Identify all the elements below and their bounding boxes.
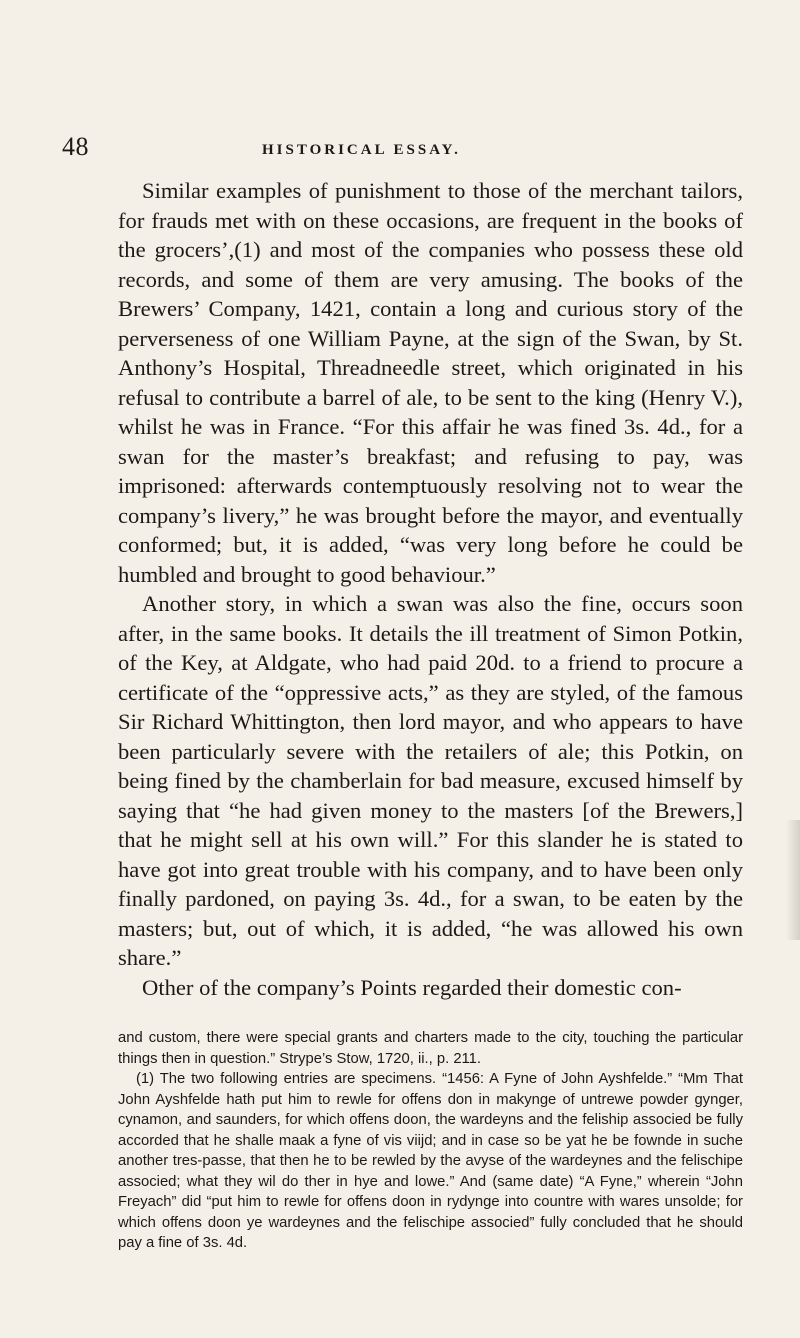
paragraph-3: Other of the company’s Points regarded their domestic con- bbox=[142, 974, 682, 1000]
paragraph-1: Similar examples of punishment to those of the merchant tailors, for frauds met with on these occasions, are frequent in the books of the grocers’,(1) and most of the companies who possess these old records, and some of them are very amusing. The books of the Brewers’ Company, 1421, contain a long and curious story of the perverseness of one William Payne, at the sign of the Swan, by St. Anthony’s Hospital, Threadneedle street, which originated in his refusal to contribute a barrel of ale, to be sent to the king (Henry V.), whilst he was in France. “For this affair he was fined 3s. 4d., for a swan for the master’s breakfast; and refusing to pay, was imprisoned: afterwards contemptuously resolving not to wear the company’s livery,” he was brought before the mayor, and eventually conformed; but, it is added, “was very long before he could be humbled and brought to good behaviour.” bbox=[118, 178, 743, 587]
running-head: HISTORICAL ESSAY. bbox=[262, 142, 461, 158]
footnote-1: (1) The two following entries are specimens. “1456: A Fyne of John Ayshfelde.” “Mm That John Ayshfelde hath put him to rewle for offens don in makynge of untrewe powder gynger, cynamon, and saunders, for which offens doon, the wardeyns and the feliship associed be fully accorded that he shalle maak a fyne of vis viijd; and in case so be yat he be fownde in suche another tres-passe, that then he to be rewled by the avyse of the wardeynes and the felischipe associed; what they wil do ther in hye and lowe.” And (same date) “A Fyne,” wherein “John Freyach” did “put him to rewle for offens doon in rydynge into countre with wares unsolde; for which offens doon ye wardeynes and the felischipe associed” fully concluded that he should pay a fine of 3s. 4d. bbox=[118, 1071, 743, 1251]
page-edge-shadow bbox=[786, 820, 800, 940]
footnotes bbox=[118, 1028, 743, 1254]
paragraph-2: Another story, in which a swan was also the fine, occurs soon after, in the same books. It details the ill treatment of Simon Potkin, of the Key, at Aldgate, who had paid 20d. to a friend to procure a certificate of the “oppressive acts,” as they are styled, of the famous Sir Richard Whittington, then lord mayor, and who appears to have been particularly severe with the retailers of ale; this Potkin, on being fined by the chamberlain for bad measure, excused himself by saying that “he had given money to the masters [of the Brewers,] that he might sell at his own will.” For this slander he is stated to have got into great trouble with his company, and to have been only finally pardoned, on paying 3s. 4d., for a swan, to be eaten by the masters; but, out of which, it is added, “he was allowed his own share.” bbox=[118, 591, 743, 970]
page-number: 48 bbox=[62, 132, 89, 161]
footnote-continuation: and custom, there were special grants and charters made to the city, touching the particular things then in question.” Strype’s Stow, 1720, ii., p. 211. bbox=[118, 1030, 743, 1067]
body-text bbox=[118, 176, 743, 1002]
